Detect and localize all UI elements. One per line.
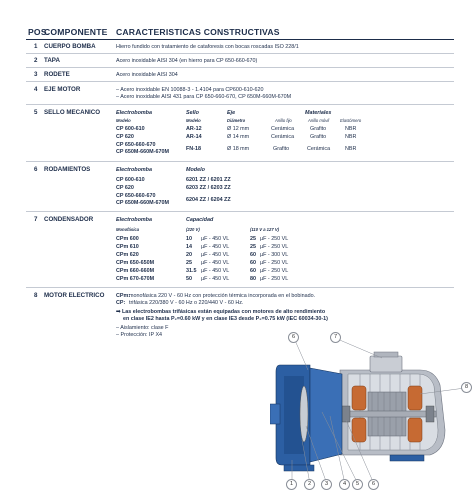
capacitor-rating-110v: µF - 250 VL — [260, 276, 289, 282]
capacitor-rating-220v: µF - 450 VL — [201, 244, 230, 250]
component-description: Acero inoxidable AISI 304 (en hierro para CP 650-660-670) — [116, 58, 258, 64]
fixed-ring: Cerámica — [271, 126, 295, 132]
row-number: 5 — [34, 109, 38, 116]
capacitor-rating-220v: µF - 450 VL — [201, 268, 230, 274]
capacitance-220v: 50 — [186, 276, 192, 282]
seal-model: CP 600-610 — [116, 126, 145, 132]
sub-header-anillo-movil: Anillo móvil — [308, 118, 330, 123]
seal-model: CP 620 — [116, 134, 134, 140]
callout-6-bottom: 6 — [368, 479, 379, 490]
elastomer: NBR — [345, 126, 357, 132]
bearing-pump-model-line2: CP 650M-660M-670M — [116, 200, 169, 206]
component-name: RODETE — [44, 71, 70, 78]
seal-model-line2: CP 650M-660M-670M — [116, 149, 169, 155]
callout-1: 1 — [286, 479, 297, 490]
capacitor-pump-model: CPm 620 — [116, 252, 139, 258]
seal-model: CP 650-660-670 — [116, 142, 156, 148]
row-divider — [26, 161, 454, 162]
bearing-model: 6201 ZZ / 6201 ZZ — [186, 177, 231, 183]
callout-3: 3 — [321, 479, 332, 490]
efficiency-note: ➡ Las electrobombas trifásicas están equipadas con motores de alto rendimiento — [116, 309, 326, 315]
fixed-ring: Cerámica — [271, 134, 295, 140]
callout-7: 7 — [330, 332, 341, 343]
bearing-pump-model: CP 620 — [116, 185, 134, 191]
callout-4: 4 — [339, 479, 350, 490]
insulation-class: – Aislamiento: clase F — [116, 325, 169, 331]
row-number: 8 — [34, 292, 38, 299]
row-number: 7 — [34, 216, 38, 223]
col-header-materiales: Materiales — [305, 110, 332, 116]
component-name: RODAMIENTOS — [44, 166, 91, 173]
header-pos: POS. — [28, 27, 50, 37]
col-header-capacidad: Capacidad — [186, 217, 214, 223]
efficiency-note-line2: en clase IE2 hasta P₂=0.60 kW y en clase IE3 desde P₂=0.75 kW (IEC 60034-30-1) — [123, 316, 328, 322]
protection-rating: – Protección: IP X4 — [116, 332, 163, 338]
cpm-text: monofásica 220 V - 60 Hz con protección térmica incorporada en el bobinado. — [129, 293, 316, 299]
capacitance-110v: 80 — [250, 276, 256, 282]
capacitor-rating-220v: µF - 450 VL — [201, 236, 230, 242]
capacitor-rating-220v: µF - 450 VL — [201, 252, 230, 258]
component-description-line: – Acero inoxidable EN 10088-3 - 1.4104 para CP600-610-620 — [116, 87, 264, 93]
shaft-diameter: Ø 14 mm — [227, 134, 250, 140]
header-componente: COMPONENTE — [44, 27, 108, 37]
component-name: CUERPO BOMBA — [44, 43, 96, 50]
callout-5: 5 — [352, 479, 363, 490]
moving-ring: Cerámica — [307, 146, 331, 152]
capacitance-220v: 14 — [186, 244, 192, 250]
shaft-diameter: Ø 12 mm — [227, 126, 250, 132]
cp-text: trifásica 220/380 V - 60 Hz o 220/440 V - 60 Hz. — [129, 300, 244, 306]
sub-header-220v: (220 V) — [186, 227, 200, 232]
callout-2: 2 — [304, 479, 315, 490]
row-number: 6 — [34, 166, 38, 173]
row-number: 1 — [34, 43, 38, 50]
capacitance-110v: 60 — [250, 268, 256, 274]
sub-header-modelo: Modelo — [186, 118, 201, 123]
row-divider — [26, 104, 454, 105]
elastomer: NBR — [345, 146, 357, 152]
fixed-ring: Grafito — [273, 146, 290, 152]
sub-header-elastomero: Elastómero — [340, 118, 362, 123]
capacitance-110v: 60 — [250, 252, 256, 258]
capacitance-220v: 20 — [186, 252, 192, 258]
callout-8: 8 — [461, 382, 472, 393]
capacitor-rating-110v: µF - 250 VL — [260, 236, 289, 242]
row-number: 3 — [34, 71, 38, 78]
row-divider — [26, 287, 454, 288]
pump-cutaway-illustration — [270, 330, 474, 500]
row-divider — [26, 211, 454, 212]
seal-type: AR-14 — [186, 134, 202, 140]
bearing-model: 6203 ZZ / 6203 ZZ — [186, 185, 231, 191]
capacitance-110v: 60 — [250, 260, 256, 266]
capacitor-pump-model: CPm 610 — [116, 244, 139, 250]
cp-label: CP: — [116, 300, 126, 306]
row-divider — [26, 81, 454, 82]
component-name: EJE MOTOR — [44, 86, 81, 93]
capacitor-pump-model: CPm 600 — [116, 236, 139, 242]
component-name: CONDENSADOR — [44, 216, 94, 223]
bearing-pump-model: CP 600-610 — [116, 177, 145, 183]
capacitance-110v: 25 — [250, 244, 256, 250]
row-number: 2 — [34, 57, 38, 64]
seal-type: FN-18 — [186, 146, 201, 152]
component-description-line: – Acero inoxidable AISI 431 para CP 650-660-670, CP 650M-660M-670M — [116, 94, 292, 100]
sub-header-diametro: Diámetro — [227, 118, 246, 123]
col-header-electrobomba: Electrobomba — [116, 217, 152, 223]
col-header-modelo: Modelo — [186, 167, 205, 173]
bearing-pump-model: CP 650-660-670 — [116, 193, 156, 199]
cpm-label: CPm: — [116, 293, 131, 299]
moving-ring: Grafito — [310, 126, 327, 132]
component-name: TAPA — [44, 57, 60, 64]
capacitor-rating-220v: µF - 450 VL — [201, 276, 230, 282]
capacitor-rating-110v: µF - 300 VL — [260, 252, 289, 258]
capacitor-pump-model: CPm 660-660M — [116, 268, 155, 274]
component-name: MOTOR ELECTRICO — [44, 292, 105, 299]
moving-ring: Grafito — [310, 134, 327, 140]
sub-header-110v: (110 V a 127 V) — [250, 227, 280, 232]
component-name: SELLO MECANICO — [44, 109, 101, 116]
capacitance-220v: 25 — [186, 260, 192, 266]
sub-header-anillo-fijo: Anillo fijo — [275, 118, 292, 123]
col-header-electrobomba: Electrobomba — [116, 110, 152, 116]
header-rule — [26, 39, 454, 40]
seal-type: AR-12 — [186, 126, 202, 132]
row-divider — [26, 53, 454, 54]
elastomer: NBR — [345, 134, 357, 140]
sub-header-modelo: Modelo — [116, 118, 131, 123]
capacitor-pump-model: CPm 670-670M — [116, 276, 155, 282]
capacitor-rating-110v: µF - 250 VL — [260, 244, 289, 250]
component-description: Acero inoxidable AISI 304 — [116, 72, 178, 78]
col-header-eje: Eje — [227, 110, 236, 116]
capacitor-pump-model: CPm 650-650M — [116, 260, 155, 266]
capacitance-220v: 31.5 — [186, 268, 197, 274]
row-number: 4 — [34, 86, 38, 93]
capacitance-110v: 25 — [250, 236, 256, 242]
capacitor-rating-110v: µF - 250 VL — [260, 268, 289, 274]
bearing-model: 6204 ZZ / 6204 ZZ — [186, 197, 231, 203]
capacitor-rating-220v: µF - 450 VL — [201, 260, 230, 266]
header-caracteristicas: CARACTERISTICAS CONSTRUCTIVAS — [116, 27, 280, 37]
component-description: Hierro fundido con tratamiento de cataforesis con bocas roscadas ISO 228/1 — [116, 44, 299, 50]
col-header-sello: Sello — [186, 110, 199, 116]
shaft-diameter: Ø 18 mm — [227, 146, 250, 152]
capacitance-220v: 10 — [186, 236, 192, 242]
row-divider — [26, 67, 454, 68]
capacitor-rating-110v: µF - 250 VL — [260, 260, 289, 266]
sub-header-monofasica: Monofásica — [116, 227, 140, 232]
callout-6-top: 6 — [288, 332, 299, 343]
col-header-electrobomba: Electrobomba — [116, 167, 152, 173]
